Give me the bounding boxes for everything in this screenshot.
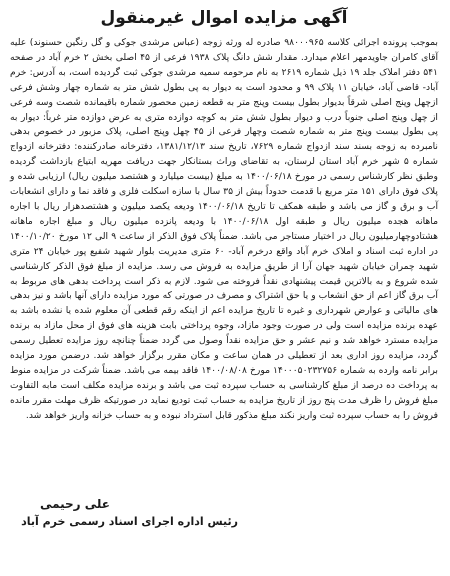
- signature-name: علی رحیمی: [39, 497, 110, 511]
- signature-role: رئیس اداره اجرای اسناد رسمی خرم آباد: [21, 515, 238, 528]
- signature-block: [8, 495, 238, 530]
- notice-body: بموجب پرونده اجرائی کلاسه ۹۸۰۰۰۹۶۵ صادره له ورثه زوجه (عباس مرشدی جوکی و گل رنگین حسنوند) علیه آقای کامران جاویدمهر اعلام میدارد. مقدار شش دانگ پلاک ۱۹۳۸ فرعی از ۴۵ اصلی بخش ۲ خرم آباد در صفحه ۵۴۱ دفتر املاک جلد ۱۹ ذیل شماره ۲۶۱۹ به نام مرحومه سمیه مرشدی جوکی ثبت گردیده است، به آدرس: خرم آباد- قاضی آباد، خیابان ۱۱ پلاک ۹۹ و محدود است به دیوار به پی بطول شش متر به شماره چهار وشش فرعی ازچهل وپنج اصلی شرقاً بدیوار بطول بیست وپنج متر به قطعه زمین محصور شماره باقیمانده شصت وسه فرعی از چهل وپنج اصلی جنوباً درب و دیوار بطول شش متر به کوچه دوازده متری به عرض دوازده متر غرباً: دیوار به پی بطول بیست وپنج متر به شماره شصت وچهار فرعی از ۴۵ چهل وپنج اصلی، پلاک مزبور در خصوص بدهی نامبرده به زوجه بسند سند ازدواج شماره ۷۶۲۹، تاریخ سند ۱۳۸۱/۱۲/۱۳، دفترخانه صادرکننده: دفترخانه ازدواج شماره ۵ شهر خرم آباد استان لرستان، به تقاضای وراث بستانکار جهت دریافت مهریه ابتیاع بازداشت گردیده وطبق نظر کارشناس رسمی در مورخ ۱۴۰۰/۰۶/۱۸ به مبلغ (بیست میلیارد و هشتصد میلیون ریال) ارزیابی شده و پلاک فوق دارای ۱۵۱ متر مربع با قدمت حدوداً بیش از ۳۵ سال با سازه اسکلت فلزی و فاقد نما و دارای انشعابات آب و برق و گاز می باشد و طبقه همکف تا تاریخ ۱۴۰۰/۰۶/۱۸ ودیعه یکصد میلیون و هشتصدهزار ریال با اجاره ماهانه هجده میلیون ریال و طبقه اول ۱۴۰۰/۰۶/۱۸ با ودیعه پانزده میلیون ریال و مبلغ اجاره ماهانه هشتادوچهارمیلیون ریال در اختیار مستاجر می باشد. ضمناً پلاک فوق الذکر از ساعت ۹ الی ۱۲ مورخ ۱۴۰۰/۱۰/۲۰ در اداره ثبت اسناد و املاک خرم آباد واقع درخرم آباد- ۶۰ متری مدیریت بلوار شهید شفیع پور خیابان ۲۴ متری شهید چمران خیابان شهید جهان آرا از طریق مزایده به فروش می رسد. مزایده از مبلغ فوق الذکر کارشناسی شده شروع و به بالاترین قیمت پیشنهادی نقداً فروخته می شود. لازم به ذکر است پرداخت بدهی های مربوط به آب برق گاز اعم از حق انشعاب و یا حق اشتراک و مصرف در صورتی که مورد مزایده دارای آنها باشد و نیز بدهی های مالیاتی و عوارض شهرداری و غیره تا تاریخ مزایده اعم از اینکه رقم قطعی آن معلوم شده یا نشده باشد به عهده برنده مزایده است ولی در صورت وجود مازاد، وجوه پرداختی بابت هزینه های فوق از محل مازاد به برنده مزایده مسترد خواهد شد و نیم عشر و حق مزایده نقداً وصول می گردد ضمناً چنانچه روز مزایده تعطیل رسمی گردد، مزایده روز اداری بعد از تعطیلی در همان ساعت و مکان مقرر برگزار خواهد شد. درضمن مورد مزایده برابر نامه وارده به شماره ۱۴۰۰۰۵۰۲۳۲۷۵۶ مورخ ۱۴۰۰/۰۸/۰۸ فاقد بیمه می باشد. ضمناً شرکت در مزایده منوط به پرداخت ده درصد از مبلغ کارشناسی به حساب سپرده ثبت می باشد و برنده مزایده مکلف است مابه التفاوت مبلغ فروش را ظرف مدت پنج روز از تاریخ مزایده به حساب ثبت تودیع نماید در صورتیکه ظرف مهلت مقرر مانده فروش را به حساب سپرده ثبت واریز نکند مبلغ مذکور قابل استرداد نبوده و به حساب خزانه واریز خواهد شد.: [9, 37, 439, 421]
- notice-title: آگهی مزایده اموال غیرمنقول: [100, 8, 348, 28]
